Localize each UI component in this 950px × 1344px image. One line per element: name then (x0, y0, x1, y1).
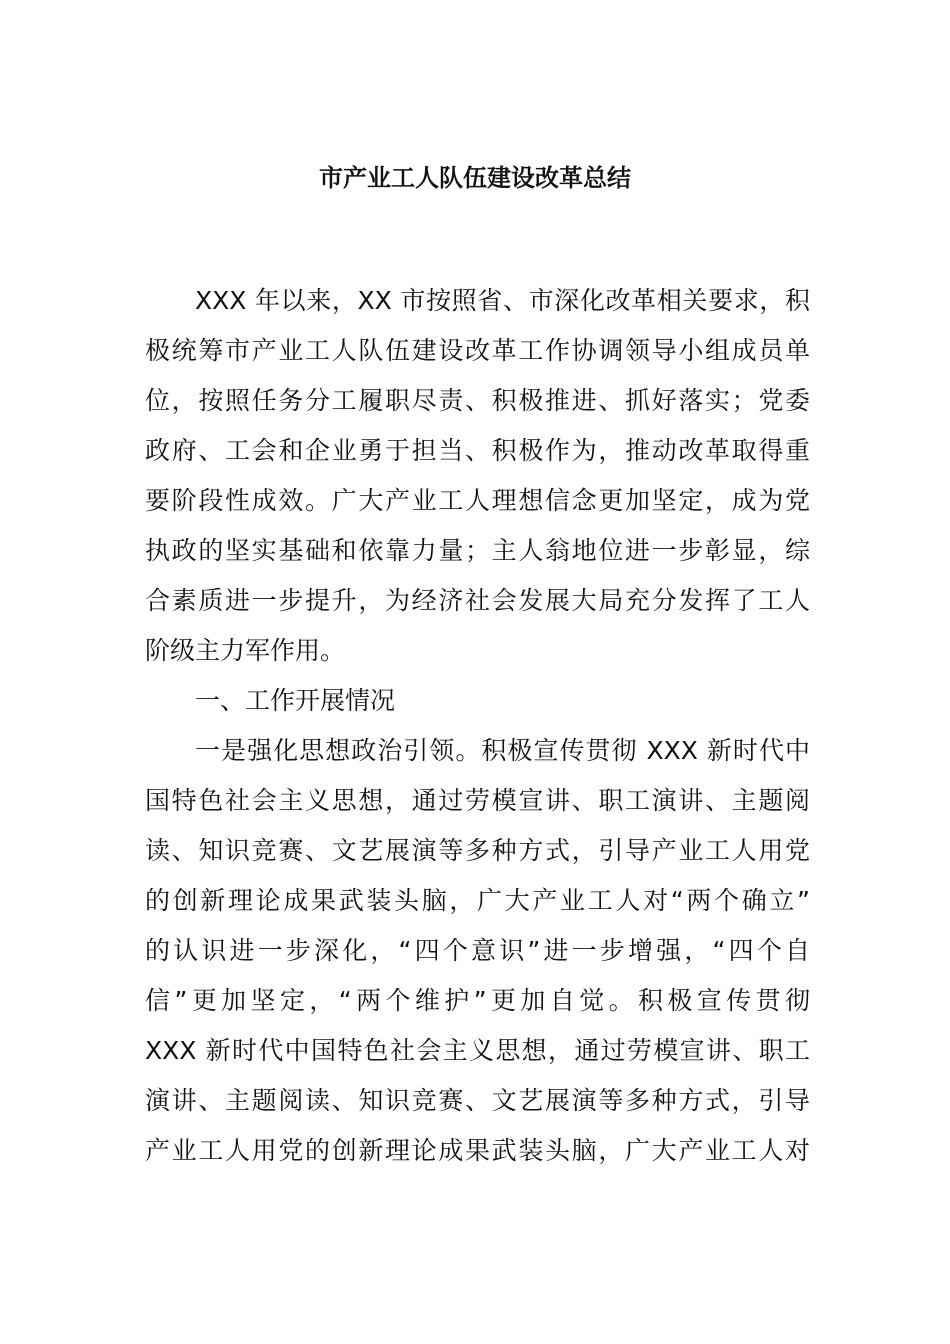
paragraph-1-line-1: XXX 年以来，XX 市按照省、市深化改革相关要求，积 (195, 286, 810, 315)
paragraph-2-line-3: 读、知识竞赛、文艺展演等多种方式，引导产业工人用党 (145, 836, 810, 865)
paragraph-2-line-4: 的创新理论成果武装头脑，广大产业工人对“两个确立” (145, 886, 810, 915)
paragraph-1-line-3: 位，按照任务分工履职尽责、积极推进、抓好落实；党委 (145, 386, 810, 415)
paragraph-2-line-1: 一是强化思想政治引领。积极宣传贯彻 XXX 新时代中 (195, 736, 810, 765)
paragraph-1-line-4: 政府、工会和企业勇于担当、积极作为，推动改革取得重 (145, 436, 810, 465)
paragraph-2-line-9: 产业工人用党的创新理论成果武装头脑，广大产业工人对 (145, 1136, 810, 1165)
paragraph-2-line-2: 国特色社会主义思想，通过劳模宣讲、职工演讲、主题阅 (145, 786, 810, 815)
paragraph-2-line-5: 的认识进一步深化，“四个意识”进一步增强，“四个自 (145, 936, 810, 965)
paragraph-1-line-7: 合素质进一步提升，为经济社会发展大局充分发挥了工人 (145, 586, 810, 615)
section-heading: 一、工作开展情况 (195, 686, 396, 715)
paragraph-1-line-8: 阶级主力军作用。 (145, 636, 346, 665)
paragraph-2-line-6: 信”更加坚定，“两个维护”更加自觉。积极宣传贯彻 (145, 986, 810, 1015)
document-title: 市产业工人队伍建设改革总结 (319, 164, 631, 192)
paragraph-1-line-5: 要阶段性成效。广大产业工人理想信念更加坚定，成为党 (145, 486, 810, 515)
paragraph-1-line-2: 极统筹市产业工人队伍建设改革工作协调领导小组成员单 (145, 336, 810, 365)
paragraph-2-line-8: 演讲、主题阅读、知识竞赛、文艺展演等多种方式，引导 (145, 1086, 810, 1115)
paragraph-2-line-7: XXX 新时代中国特色社会主义思想，通过劳模宣讲、职工 (145, 1036, 810, 1065)
paragraph-1-line-6: 执政的坚实基础和依靠力量；主人翁地位进一步彰显，综 (145, 536, 810, 565)
